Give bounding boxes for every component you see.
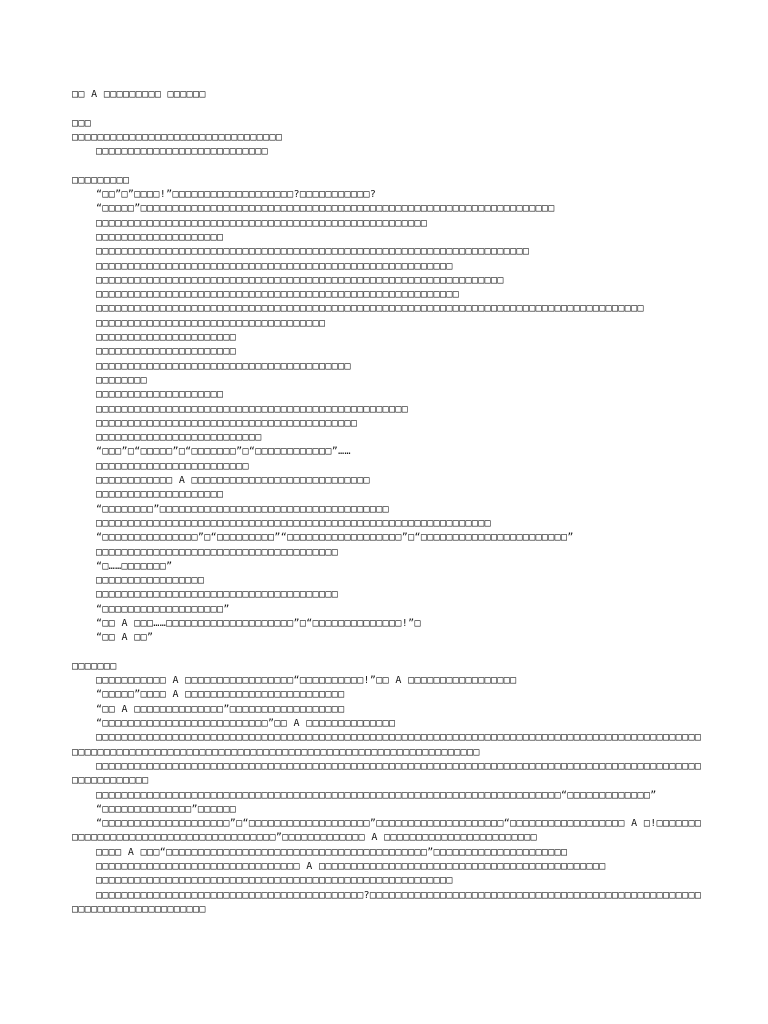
text-line: □□□□□□□□□□□□□□□□□□□□ [96,389,224,401]
text-line: “□□”□”□□□□!”□□□□□□□□□□□□□□□□□□□?□□□□□□□□□□□? [96,189,377,201]
text-paragraph: □□□□□□□□□□□□□□□□□□□□□□□□□□□□□□□□□□□□□□□□□□□□□□□□□□□□□□□□□□□□□□□□□□□□□□□□□□□□□□□□□□□□□□□□□□□□□□□□□□□□□□□□□□□□□□□□□□□□□□□□□□□□□□□□□□□□□□□□□□□□□□□□□□□□□□□□□□□□□□□ [72,732,702,758]
text-line: “□□□□□□□□□□□□□□”□□□□□□ [96,803,237,815]
text-line: “□□□□□□□□”□□□□□□□□□□□□□□□□□□□□□□□□□□□□□□□□□□□□ [96,503,390,515]
text-line: □□□□□□□□□□□□□□□□□□□□□□□□□□□□□□□□□□□□□□□□ [96,360,351,372]
text-line: □□□□□□□□□□□□□□□□□□□□□□□□□□□ [96,146,269,158]
text-line: □□□□□□□□□□□□□□□□□□□□□□ [96,332,237,344]
text-line: □□□□□□□□□□□□□□□□□□□□□□□□□□□□□□□□□□□□□□□□□□□□□□□□□□□□□□□□ [96,875,453,887]
text-line: □□□□□□□□□□□□□□□□□□□□□□□□□□□□□□□□□□□□□□□□□□□□□□□□□□□□□□□□□ [96,289,460,301]
text-line: “□□ A □□” [96,632,154,644]
text-line: “□□□□□□□□□□□□□□□”□“□□□□□□□□□”“□□□□□□□□□□□□□□□□□□”□“□□□□□□□□□□□□□□□□□□□□□□□” [96,532,574,544]
text-line: □□□□□□□□□□□□□□□□□□□□□□□□□□□□□□□□□□□□ [96,317,326,329]
text-line: □□□□□□□□□□□ A □□□□□□□□□□□□□□□□□“□□□□□□□□□□!”□□ A □□□□□□□□□□□□□□□□□ [96,675,517,687]
text-line: □□□□□□□□□□□□ A □□□□□□□□□□□□□□□□□□□□□□□□□□□□ [96,475,370,487]
text-line: □□□□□□□□□□□□□□□□□□□□□□□□□□□□□□□□□□□□□□□□□□□□□□□□□□□□□□□□ [96,260,453,272]
spacer [72,159,702,173]
text-line: □□□□□□□□□□□□□□□□□□□□□□□□□□□□□□□□□□□□□□□□□□□□□□□□□□□□□□□□□□□□□□□□□□□□□□□□□□□□□□□□□□□□□□ [96,303,644,315]
text-line: □□□□□□□□□□□□□□□□□□□□□□□□□□□□□□□□□□□□□□□□□□□□□□□□□ [96,403,409,415]
text-line: □□□□□□□□□□□□□□□□□□□□□□□□□□□□□□□□ A □□□□□□□□□□□□□□□□□□□□□□□□□□□□□□□□□□□□□□□□□□□□□ [96,861,606,873]
text-line: □□□□□□□□□□□□□□□□□□□□□□□□□□□□□□□□□□□□□□□□□□□□□□□□□□□□□□□□□□□□□□□□ [96,274,504,286]
text-line: “□□□□□□□□□□□□□□□□□□□” [96,603,230,615]
text-line: □□□□□□□□□□□□□□□□□□□□□□□□□□□□□□□□□□□□□□ [96,589,339,601]
text-paragraph: “□□□□□□□□□□□□□□□□□□□□”□“□□□□□□□□□□□□□□□□□□□”□□□□□□□□□□□□□□□□□□□□“□□□□□□□□□□□□□□□□□□ A □!□□□□□□□□□□□□□□□□□□□□□□□□□□□□□□□□□□□□□□□”□□□□□□□□□□□□□ A □□□□□□□□□□□□□□□□□□□□□□□□ [72,818,702,844]
text-line: “□……□□□□□□□” [96,560,173,572]
text-paragraph: □□□□□□□□□□□□□□□□□□□□□□□□□□□□□□□□□□□□□□□□□□?□□□□□□□□□□□□□□□□□□□□□□□□□□□□□□□□□□□□□□□□□□□□□□□□□□□□□□□□□□□□□□□□□□□□□□□□□ [72,889,702,915]
text-line: □□□□□□□□ [96,374,147,386]
text-line: “□□ A □□□□□□□□□□□□□□”□□□□□□□□□□□□□□□□□□ [96,703,345,715]
text-line: “□□□□□□□□□□□□□□□□□□□□□□□□□□”□□ A □□□□□□□□□□□□□□ [96,718,396,730]
text-line: “□□□□□”□□□□ A □□□□□□□□□□□□□□□□□□□□□□□□□ [96,689,345,701]
text-line: □□□□□□□□□□□□□□□□□□□□□□□□□□□□□□□□□□□□□□□□□ [96,417,358,429]
text-line: □□□□□□□□□□□□□□□□□□□□□□□□□□ [96,432,262,444]
text-line: □□□□□□□□□□□□□□□□□□□□ [96,489,224,501]
text-line: □□□□□□□□□□□□□□□□□□□□ [96,231,224,243]
section-heading: □□□ [72,117,92,129]
spacer [72,102,702,116]
text-line: “□□□”□“□□□□□”□“□□□□□□□”□“□□□□□□□□□□□□”…… [96,446,351,458]
text-line: “□□ A □□□……□□□□□□□□□□□□□□□□□□□□”□“□□□□□□□□□□□□□□!”□ [96,617,421,629]
text-line: □□□□□□□□□□□□□□□□□ [96,575,205,587]
text-line: □□□□□□□□□□□□□□□□□□□□□□□□□□□□□□□□□□□□□□□□□□□□□□□□□□□□□□□□□□□□□□ [96,517,491,529]
text-paragraph: □□□□□□□□□□□□□□□□□□□□□□□□□□□□□□□□□□□□□□□□□□□□□□□□□□□□□□□□□□□□□□□□□□□□□□□□□□□□□□□□□□□□□□□□□□□□□□□□□□□□□□□□□□□ [72,760,702,787]
text-line: □□□□□□□□□□□□□□□□□□□□□□□□□□□□□□□□□□□□□□□□□□□□□□□□□□□□□□□□□□□□□□□□□□□□ [96,246,530,258]
section-heading: □□□□□□□ [72,660,117,672]
text-line: □□□□□□□□□□□□□□□□□□□□□□□□□□□□□□□□□□□□□□ [96,546,339,558]
text-line: □□□□□□□□□□□□□□□□□□□□□□□□ [96,460,249,472]
text-line: □□□□□□□□□□□□□□□□□□□□□□□□□□□□□□□□□□□□□□□□□□□□□□□□□□□□ [96,217,428,229]
text-line: □□□□□□□□□□□□□□□□□□□□□□□□□□□□□□□□□ [72,131,283,143]
text-line: □□□□ A □□□“□□□□□□□□□□□□□□□□□□□□□□□□□□□□□□□□□□□□□□□□□”□□□□□□□□□□□□□□□□□□□□□ [96,846,568,858]
text-line: □□□□□□□□□□□□□□□□□□□□□□ [96,346,237,358]
document-title: □□ A □□□□□□□□□ □□□□□□ [72,89,206,100]
document-page [72,88,702,917]
text-paragraph: □□□□□□□□□□□□□□□□□□□□□□□□□□□□□□□□□□□□□□□□□□□□□□□□□□□□□□□□□□□□□□□□□□□□□□□□□“□□□□□□□□□□□□□” [96,789,657,801]
spacer [72,646,702,660]
text-line: “□□□□□”□□□□□□□□□□□□□□□□□□□□□□□□□□□□□□□□□□□□□□□□□□□□□□□□□□□□□□□□□□□□□□□□□ [96,203,555,215]
section-heading: □□□□□□□□□ [72,174,130,186]
